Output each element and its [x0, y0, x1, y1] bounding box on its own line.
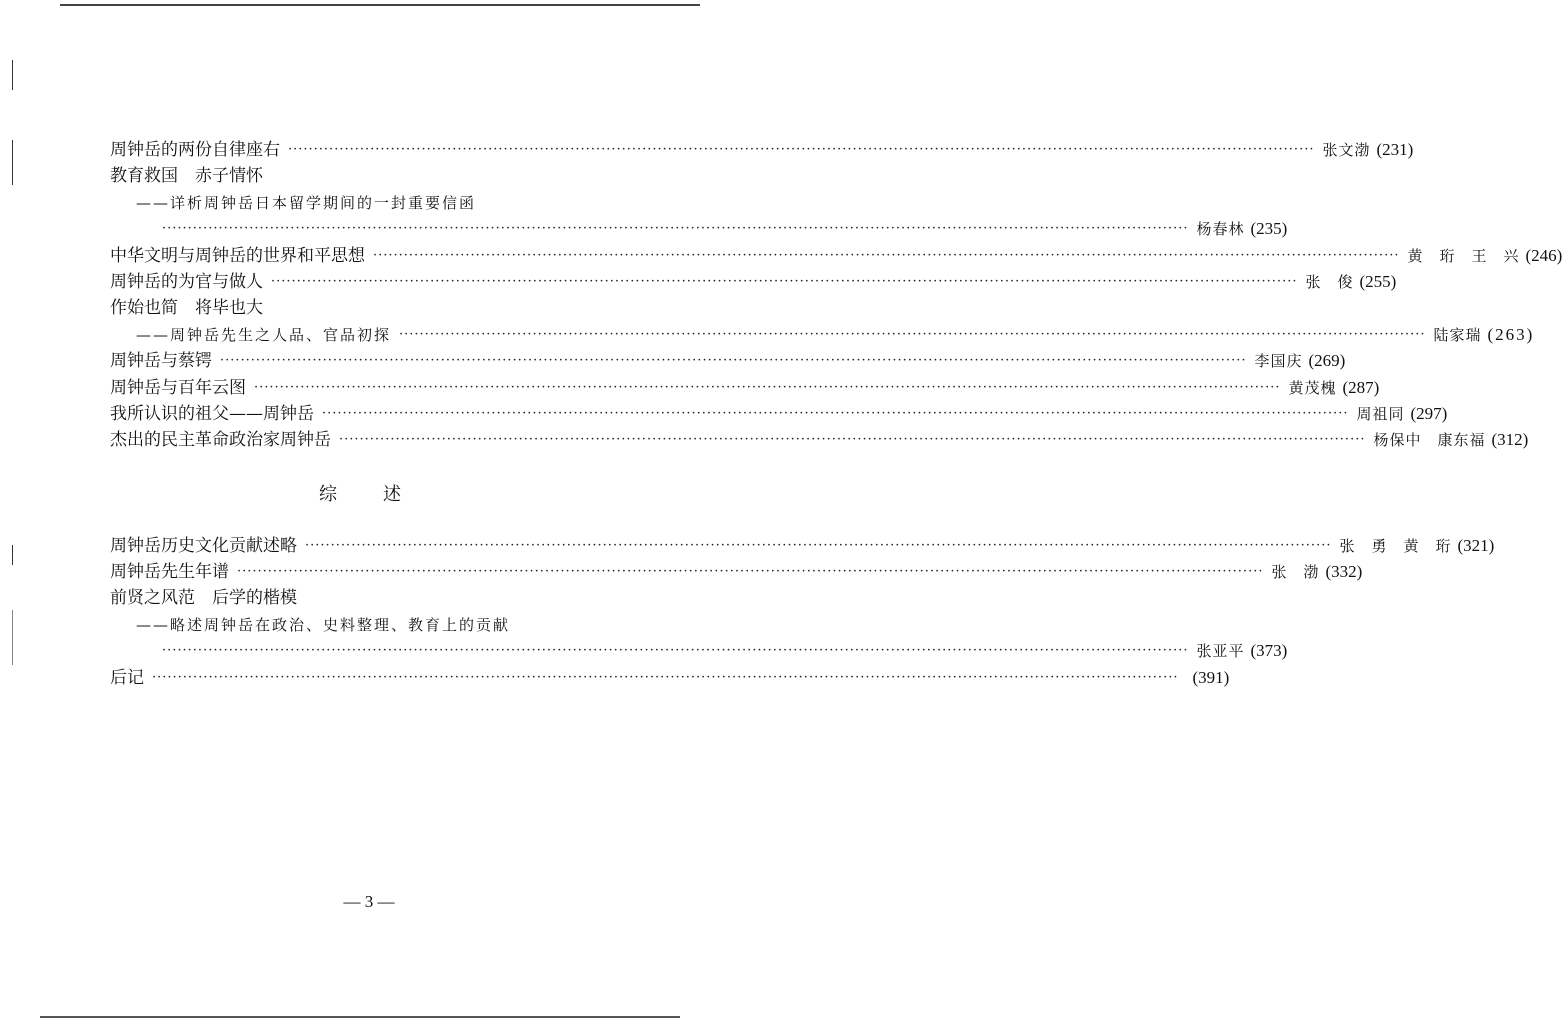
entry-page: (287) [1342, 377, 1380, 397]
toc-part-1 [110, 137, 1562, 454]
toc-entry[interactable] [110, 269, 1397, 295]
entry-author: 杨保中 康东福 [1373, 431, 1486, 450]
section-heading: 综述 [319, 484, 447, 506]
entry-author: 黄茂槐 [1288, 378, 1337, 397]
dot-leader: ········································································································································································································ [220, 353, 1247, 369]
dot-leader: ········································································································································································································ [322, 405, 1349, 421]
entry-title: 杰出的民主革命政治家周钟岳 [110, 430, 331, 451]
dot-leader: ········································································································································································································ [162, 221, 1189, 237]
scan-margin-mark [12, 140, 13, 185]
entry-page: (391) [1192, 667, 1230, 687]
toc-entry[interactable] [110, 638, 1288, 664]
toc-part-2 [110, 533, 1495, 691]
entry-title: 我所认识的祖父——周钟岳 [110, 403, 314, 424]
entry-page: (373) [1250, 641, 1288, 661]
entry-title: 周钟岳历史文化贡献述略 [110, 535, 297, 556]
entry-author: 张 渤 [1271, 563, 1320, 582]
entry-author: 张亚平 [1196, 642, 1245, 661]
entry-title: ——略述周钟岳在政治、史料整理、教育上的贡献 [136, 615, 511, 634]
entry-title: ——详析周钟岳日本留学期间的一封重要信函 [136, 193, 477, 212]
entry-page: (255) [1359, 271, 1397, 291]
dot-leader: ········································································································································································································ [288, 142, 1315, 157]
dot-leader: ········································································································································································································ [237, 564, 1264, 580]
entry-title: 中华文明与周钟岳的世界和平思想 [110, 245, 365, 266]
entry-page: (269) [1308, 351, 1346, 371]
entry-title: 周钟岳与百年云图 [110, 377, 246, 398]
entry-page: (235) [1250, 219, 1288, 239]
entry-author: 张 勇 黄 珩 [1339, 536, 1452, 555]
dot-leader: ········································································································································································································ [271, 273, 1298, 289]
entry-title: ——周钟岳先生之人品、官品初探 [136, 325, 392, 344]
toc-entry[interactable] [110, 295, 616, 321]
entry-author: 黄 珩 王 兴 [1407, 246, 1520, 265]
toc-entry[interactable] [110, 665, 1230, 691]
toc-entry[interactable] [110, 163, 616, 189]
dot-leader: ········································································································································································································ [305, 537, 1332, 553]
scan-margin-mark [12, 60, 13, 90]
dot-leader: ········································································································································································································ [373, 247, 1400, 263]
entry-page: (246) [1525, 245, 1562, 265]
entry-author: 张文渤 [1322, 141, 1371, 159]
entry-title: 周钟岳的为官与做人 [110, 271, 263, 292]
page-number: — 3 — [343, 892, 395, 911]
dot-leader: ········································································································································································································ [339, 432, 1366, 448]
entry-author: 陆家瑞 [1433, 325, 1482, 344]
entry-title: 作始也简 将毕也大 [110, 298, 263, 319]
toc-entry[interactable] [110, 243, 1562, 269]
entry-title: 前贤之风范 后学的楷模 [110, 588, 297, 609]
dot-leader: ········································································································································································································ [399, 326, 1426, 342]
toc-entry[interactable] [110, 190, 616, 216]
toc-entry[interactable] [110, 585, 616, 611]
scan-edge-bottom [40, 1016, 680, 1018]
entry-author: 周祖同 [1356, 404, 1405, 423]
toc-entry[interactable] [110, 401, 1448, 427]
entry-page: (312) [1491, 430, 1529, 450]
toc-entry[interactable] [110, 137, 1414, 163]
toc-entry[interactable] [110, 216, 1288, 242]
scan-edge-top [60, 4, 700, 6]
entry-title: 周钟岳与蔡锷 [110, 351, 212, 372]
toc-entry[interactable] [110, 559, 1363, 585]
entry-page: (332) [1325, 562, 1363, 582]
scan-margin-mark [12, 610, 13, 665]
entry-title: 周钟岳先生年谱 [110, 562, 229, 583]
toc-entry[interactable] [110, 375, 1380, 401]
toc-entry[interactable] [110, 533, 1495, 559]
table-of-contents [110, 137, 1562, 691]
toc-entry[interactable] [110, 427, 1529, 453]
entry-page: (231) [1376, 140, 1414, 159]
entry-author: 李国庆 [1254, 352, 1303, 371]
toc-entry[interactable] [110, 322, 1535, 348]
dot-leader: ········································································································································································································ [152, 669, 1179, 685]
dot-leader: ········································································································································································································ [254, 379, 1281, 395]
toc-entry[interactable] [110, 348, 1346, 374]
entry-page: (263) [1487, 324, 1535, 344]
entry-page: (321) [1457, 535, 1495, 555]
toc-entry[interactable] [110, 612, 616, 638]
entry-author: 杨春林 [1196, 220, 1245, 239]
entry-title: 后记 [110, 667, 144, 688]
entry-title: 周钟岳的两份自律座右 [110, 140, 280, 160]
entry-author: 张 俊 [1305, 272, 1354, 291]
scan-margin-mark [12, 545, 13, 565]
entry-title: 教育救国 赤子情怀 [110, 166, 263, 187]
entry-page: (297) [1410, 403, 1448, 423]
dot-leader: ········································································································································································································ [162, 643, 1189, 659]
